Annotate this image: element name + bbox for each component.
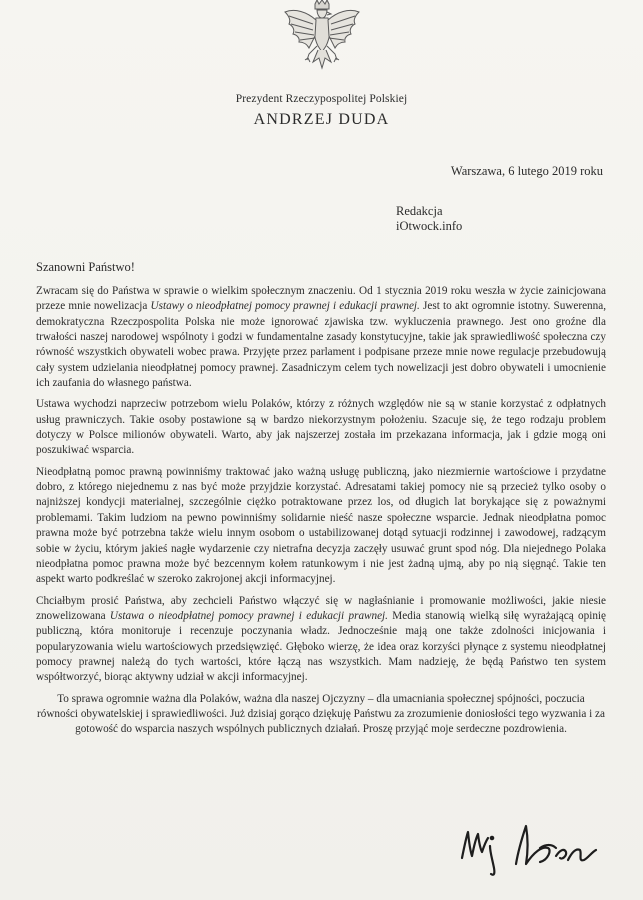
recipient-line-1: Redakcja: [396, 204, 443, 218]
paragraph-4: [36, 594, 606, 686]
paragraph-4-text-b: Media stanowią wielką siłę wyrażającą opinię publiczną, która monitoruje i recenzuje poczynania władz. Jednocześnie mają one także zdolności inicjowania i popularyzowania wielu wartościowych przedsięwzięć. Głęboko wierzę, że idea oraz korzyści płynące z systemu nieodpłatnej pomocy prawnej należą do tych wartości, które łączą nas wszystkich. Mam nadzieję, że będą Państwo ten system współtworzyć, biorąc aktywny udział w akcji informacyjnej.: [36, 609, 606, 684]
recipient-block: [396, 204, 462, 234]
paragraph-3: Nieodpłatną pomoc prawną powinniśmy traktować jako ważną usługę publiczną, jako niezmiernie wartościowe i przydatne dobro, z którego niejednemu z nas być może przyjdzie korzystać. Adresatami takiej pomocy nie są przecież tylko osoby o najniższej kondycji materialnej, szczególnie ciężko potraktowane przez los, od długich lat borykające się z poważnymi problemami. Takim ludziom na pewno powinniśmy solidarnie nieść nasze społeczne wsparcie. Jednak nieodpłatna pomoc prawna może być potrzebna także wielu innym osobom o ustabilizowanej dotąd sytuacji rodzinnej i zawodowej, radzącym sobie w życiu, którym jakieś nagłe wydarzenie czy nietrafna decyzja zaczęły usuwać grunt spod nóg. Dla niejednego Polaka nieodpłatna pomoc prawna może być bezcennym kołem ratunkowym i nie jest żadną ujmą, aby po nią sięgnąć. Takie ten aspekt warto podkreślać w szeroko zakrojonej akcji informacyjnej.: [36, 465, 606, 586]
act-title-italic: Ustawy o nieodpłatnej pomocy prawnej i edukacji prawnej.: [150, 300, 420, 313]
paragraph-1-text-b: Jest to akt ogromnie istotny. Suwerenna, demokratyczna Rzeczpospolita Polska nie może ignorować zjawiska tzw. wykluczenia prawnego. Jest ono groźne dla trwałości naszej narodowej wspólnoty i godzi w fundamentalne zasady konstytucyjne, takie jak sprawiedliwość społeczna czy równość wszystkich obywateli wobec prawa. Przyjęte przez parlament i podpisane przeze mnie nowe regulacje przebudowują cały system udzielania nieodpłatnej pomocy prawnej. Zasadniczym celem tych nowelizacji jest dobro obywateli i umocnienie ich zaufania do własnego państwa.: [36, 300, 607, 390]
paragraph-4-text-a: Chciałbym prosić Państwa, aby zechcieli Państwo włączyć się w nagłaśnianie i promowanie możliwości, jakie niesie znowelizowana: [36, 594, 606, 622]
place-and-date: Warszawa, 6 lutego 2019 roku: [450, 164, 603, 178]
salutation: Szanowni Państwo!: [36, 260, 135, 274]
polish-eagle-emblem-icon: [283, 0, 361, 72]
paragraph-5: To sprawa ogromnie ważna dla Polaków, ważna dla naszej Ojczyzny – dla umacniania społecznej spójności, poczucia równości obywatelskiej i sprawiedliwości. Już dzisiaj gorąco dziękuję Państwu za zrozumienie doniosłości tego wyzwania i za gotowość do wsparcia naszych wspólnych publicznych działań. Proszę przyjąć moje serdeczne pozdrowienia.: [37, 692, 605, 736]
handwritten-signature-icon: [456, 808, 606, 878]
paragraph-1: [36, 284, 606, 391]
paragraph-2: Ustawa wychodzi naprzeciw potrzebom wielu Polaków, którzy z różnych względów nie są w stanie korzystać z odpłatnych usług prawniczych. Takie osoby postawione są w bardzo niekorzystnym położeniu. Szacuje się, że tego rodzaju problem dotyczy w Polsce milionów obywateli. Warto, aby jak najszerzej została im przekazana informacja, jak i gdzie mogą oni poszukiwać wsparcia.: [36, 398, 606, 457]
letterhead-title: Prezydent Rzeczypospolitej Polskiej: [235, 93, 408, 105]
act-title-italic-2: Ustawa o nieodpłatnej pomocy prawnej i edukacji prawnej.: [109, 609, 388, 622]
paragraph-1-text-a: Zwracam się do Państwa w sprawie o wielkim społecznym znaczeniu. Od 1 stycznia 2019 roku weszła w życie zainicjowana przeze mnie nowelizacja: [36, 285, 606, 313]
recipient-line-2: iOtwock.info: [396, 219, 463, 233]
letter-body: [36, 284, 606, 744]
letterhead-name: ANDRZEJ DUDA: [253, 111, 390, 128]
